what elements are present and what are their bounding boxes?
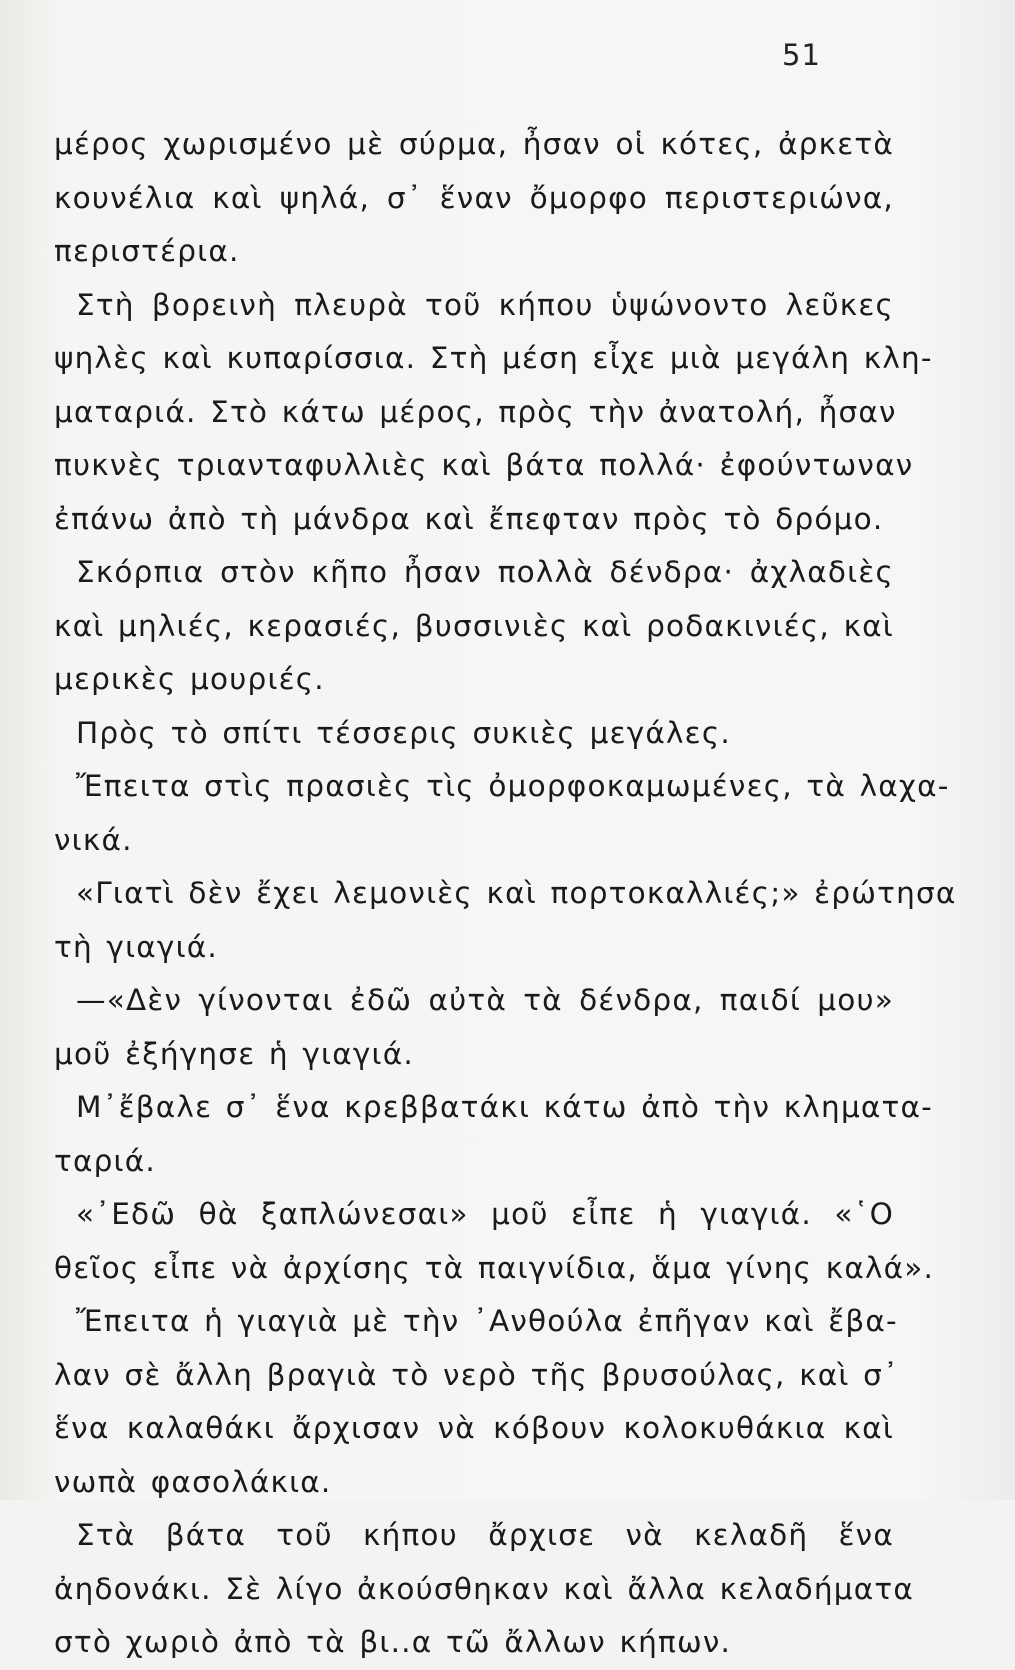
text-line: νικά. xyxy=(54,822,133,857)
text-line: ἕνα καλαθάκι ἄρχισαν νὰ κόβουν κολοκυθάκια καὶ xyxy=(54,1411,894,1445)
text-line: Μ᾿ἔβαλε σ᾿ ἕνα κρεββατάκι κάτω ἀπὸ τὴν κληματα- xyxy=(76,1090,934,1124)
text-line: Πρὸς τὸ σπίτι τέσσερις συκιὲς μεγάλες. xyxy=(76,715,731,750)
text-line: ψηλὲς καὶ κυπαρίσσια. Στὴ μέση εἶχε μιὰ μεγάλη κλη- xyxy=(54,341,933,375)
text-line: τὴ γιαγιά. xyxy=(54,929,218,964)
text-line: περιστέρια. xyxy=(54,234,240,268)
text-line: ματαριά. Στὸ κάτω μέρος, πρὸς τὴν ἀνατολή, ἦσαν xyxy=(54,394,897,429)
text-line: θεῖος εἶπε νὰ ἀρχίσης τὰ παιγνίδια, ἅμα γίνης καλά». xyxy=(54,1250,935,1285)
text-line: μοῦ ἐξήγησε ἡ γιαγιά. xyxy=(54,1036,414,1071)
text-line: μερικὲς μουριές. xyxy=(54,662,325,696)
text-line: κουνέλια καὶ ψηλά, σ᾿ ἕναν ὄμορφο περιστεριώνα, xyxy=(54,180,894,215)
text-line: νωπὰ φασολάκια. xyxy=(54,1464,332,1499)
text-line: —«Δὲν γίνονται ἐδῶ αὐτὰ τὰ δένδρα, παιδί μου» xyxy=(76,983,894,1017)
text-line: Στὰ βάτα τοῦ κήπου ἄρχισε νὰ κελαδῆ ἕνα xyxy=(76,1518,894,1552)
body-text xyxy=(54,118,957,1670)
text-line: Σκόρπια στὸν κῆπο ἦσαν πολλὰ δένδρα· ἀχλαδιὲς xyxy=(76,555,894,589)
text-line: Ἔπειτα στὶς πρασιὲς τὶς ὀμορφοκαμωμένες, τὰ λαχα- xyxy=(76,769,950,803)
text-line: ἀηδονάκι. Σὲ λίγο ἀκούσθηκαν καὶ ἄλλα κελαδήματα xyxy=(54,1571,915,1606)
text-line: στὸ χωριὸ ἀπὸ τὰ βι..α τῶ ἄλλων κήπων. xyxy=(54,1625,732,1659)
text-line: πυκνὲς τριανταφυλλιὲς καὶ βάτα πολλά· ἐφούντωναν xyxy=(54,448,914,482)
text-line: «Γιατὶ δὲν ἔχει λεμονιὲς καὶ πορτοκαλλιές;» ἐρώτησα xyxy=(76,876,957,910)
text-line: Στὴ βορεινὴ πλευρὰ τοῦ κήπου ὑψώνοντο λεῦκες xyxy=(76,287,894,322)
text-line: λαν σὲ ἄλλη βραγιὰ τὸ νερὸ τῆς βρυσούλας, καὶ σ᾿ xyxy=(54,1357,900,1392)
page-number: 51 xyxy=(782,38,821,72)
text-line: καὶ μηλιές, κερασιές, βυσσινιὲς καὶ ροδακινιές, καὶ xyxy=(54,608,894,643)
text-line: «᾿Εδῶ θὰ ξαπλώνεσαι» μοῦ εἶπε ἡ γιαγιά. «῾Ο xyxy=(76,1197,894,1231)
text-line: μέρος χωρισμένο μὲ σύρμα, ἦσαν οἱ κότες, ἀρκετὰ xyxy=(54,127,894,161)
text-line: Ἔπειτα ἡ γιαγιὰ μὲ τὴν ᾿Ανθούλα ἐπῆγαν καὶ ἔβα- xyxy=(76,1304,898,1338)
text-line: ταριά. xyxy=(54,1143,156,1178)
text-line: ἐπάνω ἀπὸ τὴ μάνδρα καὶ ἔπεφταν πρὸς τὸ δρόμο. xyxy=(54,501,884,536)
